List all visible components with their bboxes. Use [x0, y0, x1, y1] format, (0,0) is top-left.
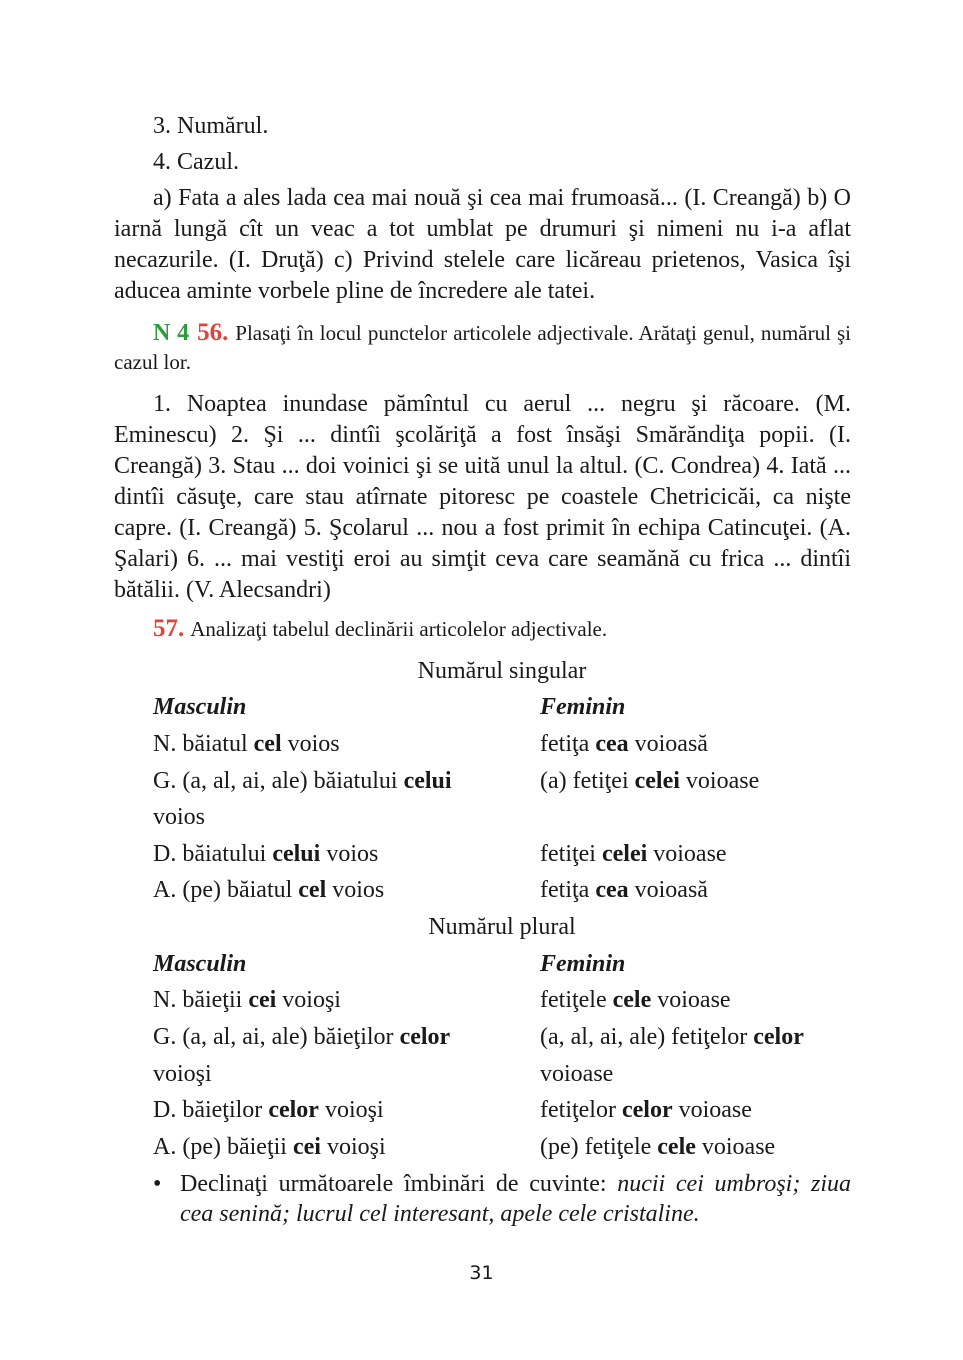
task-text: Declinaţi următoarele îmbinări de cuvinte: nucii cei umbroşi; ziua cea senină; lucrul cel interesant, apele cele cristaline.: [180, 1171, 851, 1227]
page-number: 31: [469, 1262, 494, 1284]
table-cell: voioase: [540, 1061, 614, 1087]
exercise-56-text: 1. Noaptea inundase pămîntul cu aerul ... negru şi răcoare. (M. Eminescu) 2. Şi ... dintîi şcolăriţă a fost însăşi Smărăndiţa popii. (I. Creangă) 3. Stau ... doi voinici şi se uită unul la altul. (C. Condrea) 4. Iată ... dintîi căsuţe, care stau atîrnate pitoresc pe coastele Chetricicăi, ca nişte capre. (I. Creangă) 5. Şcolarul ... nou a fost primit în echipa Catincuţei. (A. Şalari) 6. ... mai vestiţi eroi au simţit ceva care seamănă cu frica ... dintîi bătălii. (V. Alecsandri): [114, 391, 851, 603]
table-cell: N. băiatul cel voios: [153, 731, 340, 757]
table-cell: D. băieţilor celor voioşi: [153, 1097, 384, 1123]
table-cell: A. (pe) băiatul cel voios: [153, 877, 385, 903]
exercise-number: 56.: [197, 319, 229, 346]
table-cell: (pe) fetiţele cele voioase: [540, 1134, 776, 1160]
exercise-instruction: Analizaţi tabelul declinării articolelor adjectivale.: [190, 617, 608, 641]
exercise-56-header: [114, 318, 851, 377]
previous-examples-paragraph: a) Fata a ales lada cea mai nouă şi cea mai frumoasă... (I. Creangă) b) O iarnă lungă cît un veac a tot umblat pe drumuri şi nimeni nu i-a aflat necazurile. (I. Druţă) c) Privind stelele care licăreau prietenos, Vasica îşi aducea aminte vorbele pline de încredere ale tatei.: [114, 185, 851, 304]
feminine-heading: Feminin: [540, 694, 626, 720]
table-cell: fetiţei celei voioase: [540, 841, 727, 867]
level-badge: N 4: [153, 320, 190, 346]
table-cell: (a, al, ai, ale) fetiţelor celor: [540, 1024, 804, 1050]
table-cell: D. băiatului celui voios: [153, 841, 379, 867]
plural-heading: Numărul plural: [428, 914, 576, 940]
table-cell: fetiţelor celor voioase: [540, 1097, 752, 1123]
list-item-4: 4. Cazul.: [153, 149, 239, 175]
table-cell: (a) fetiţei celei voioase: [540, 768, 760, 794]
singular-heading: Numărul singular: [417, 658, 587, 684]
table-cell: fetiţa cea voioasă: [540, 731, 708, 757]
table-cell: voioşi: [153, 1061, 212, 1087]
list-item-3: 3. Numărul.: [153, 113, 269, 139]
table-cell: fetiţa cea voioasă: [540, 877, 708, 903]
exercise-instruction: Plasaţi în locul punctelor articolele adjectivale. Arătaţi genul, numărul şi cazul lor.: [114, 321, 851, 374]
exercise-57-header: [153, 614, 607, 644]
table-cell: fetiţele cele voioase: [540, 987, 731, 1013]
masculine-heading: Masculin: [153, 694, 247, 720]
table-cell: N. băieţii cei voioşi: [153, 987, 341, 1013]
table-cell: G. (a, al, ai, ale) băieţilor celor: [153, 1024, 451, 1050]
table-cell: A. (pe) băieţii cei voioşi: [153, 1134, 386, 1160]
feminine-heading: Feminin: [540, 951, 626, 977]
bullet-icon: •: [153, 1171, 162, 1197]
table-cell: voios: [153, 804, 206, 830]
masculine-heading: Masculin: [153, 951, 247, 977]
exercise-number: 57.: [153, 615, 185, 642]
table-cell: G. (a, al, ai, ale) băiatului celui: [153, 768, 452, 794]
